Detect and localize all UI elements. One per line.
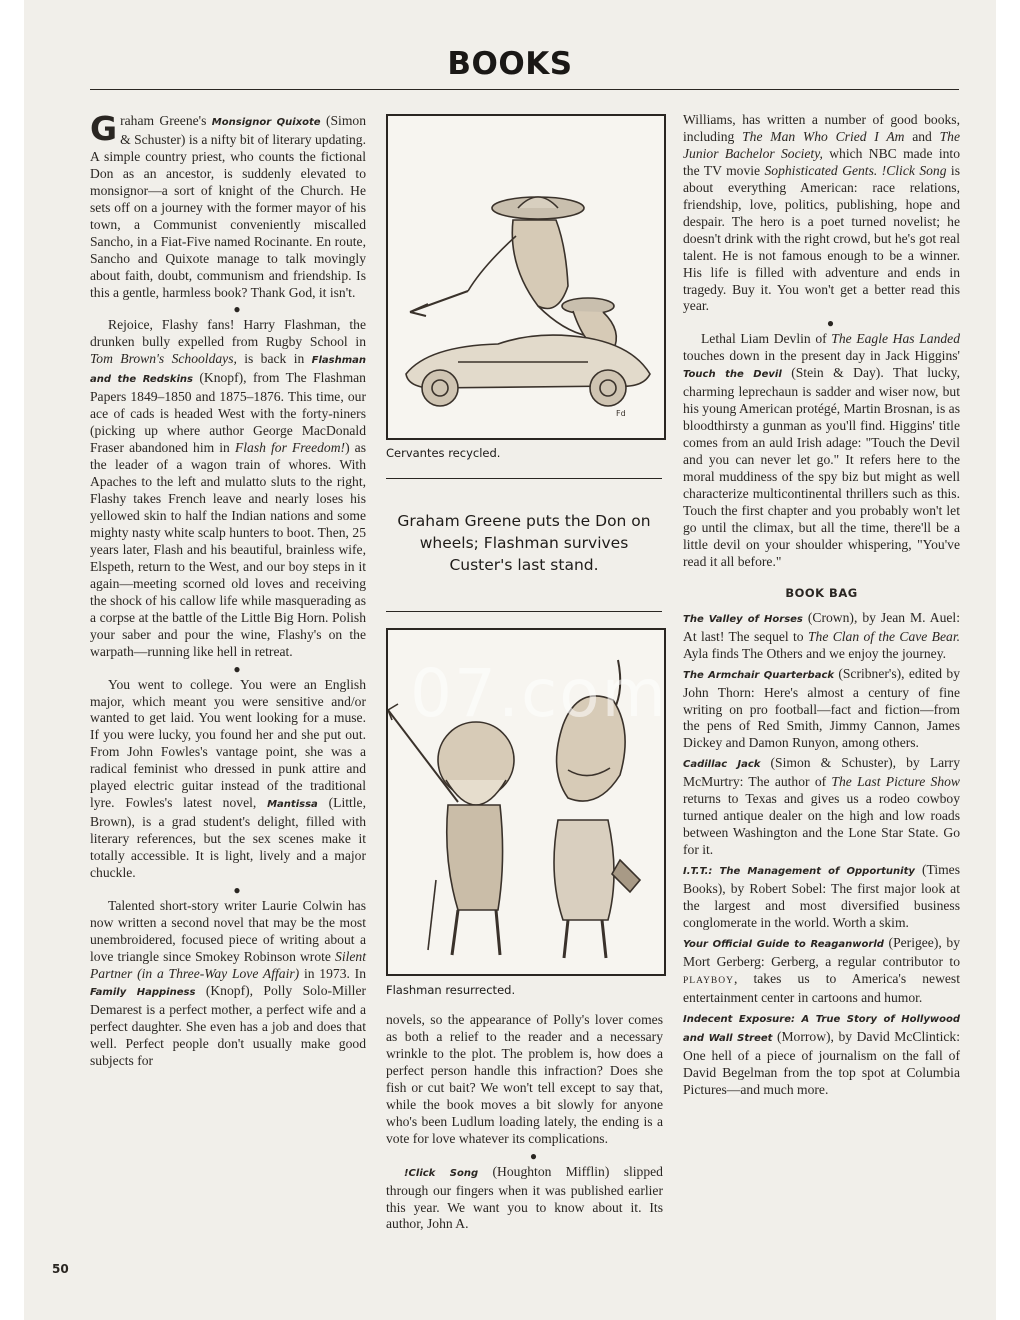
figure-caption: Flashman resurrected. <box>386 983 516 997</box>
divider-rule <box>386 611 662 612</box>
column-1 <box>90 109 367 1070</box>
bullet-separator: ● <box>233 302 241 317</box>
artist-signature: Fd <box>616 409 626 418</box>
header-rule <box>90 89 959 90</box>
drop-cap: G <box>90 109 118 148</box>
book-title: Flashman and the Redskins <box>90 355 366 386</box>
book-title: Touch the Devil <box>683 369 782 381</box>
review-family-happiness: Talented short-story writer Laurie Colwin has now written a second novel that may be the most unembroidered, focused piece of writing about a love triangle since Smokey Robinson wrote Silent Partner (in a Three-Way Love Affair) in 1973. In Family Happiness (Knopf), Polly Solo-Miller Demarest is a perfect mother, a perfect wife and a perfect daughter. She even has a job and does that well. Perfect people don't usually make good subjects for <box>90 897 367 1068</box>
book-bag-list <box>683 610 960 1099</box>
book-bag-item: I.T.T.: The Management of Opportunity (Times Books), by Robert Sobel: The first major look at the largest and most diversified business conglomerate in the world. Worth a skim. <box>683 862 960 930</box>
book-bag-item: Cadillac Jack (Simon & Schuster), by Larry McMurtry: The author of The Last Picture Show returns to Texas and gives us a rodeo cowboy turned antique dealer on the high and low roads between Washington and the Lone Star State. Go for it. <box>683 755 961 858</box>
page-number: 50 <box>52 1262 69 1276</box>
bullet-separator: ● <box>529 1148 538 1163</box>
divider-rule <box>386 478 662 479</box>
bullet-separator: ● <box>233 661 241 676</box>
book-title: Monsignor Quixote <box>211 117 321 128</box>
column-3 <box>683 112 960 1101</box>
watermark: 07.com <box>410 655 668 732</box>
review-monsignor-quixote: Graham Greene's Monsignor Quixote (Simon & Schuster) is a nifty bit of literary updating. A simple country priest, who counts the fictional Don as an ancestor, is suddenly elevated to monsignor—a sort of knight of the Church. He sets off on a journey with the former mayor of his town, a Communist conveniently miscalled Sancho, in a Fiat-Five named Rocinante. En route, Sancho and Quixote manage to talk movingly about faith, doubt, communism and friendship. Is this a gentle, harmless book? Thank God, it isn't. <box>90 109 366 300</box>
illustration-quixote-car <box>386 114 666 440</box>
review-click-song: !Click Song (Houghton Mifflin) slipped through our fingers when it was published earlier this year. We want you to know about it. Its author, John A. <box>386 1163 663 1232</box>
book-title: !Click Song <box>404 1167 479 1179</box>
review-family-happiness-cont: novels, so the appearance of Polly's lover comes as both a relief to the reader and a necessary wrinkle to the plot. The problem is, how does a perfect person handle this infraction? Does she fish or cut bait? We won't tell except to say that, while the book moves a bit slowly for anyone who's been Ludlum loading lately, the ending is a vote for love whatever its complications. <box>386 1012 663 1146</box>
review-click-song-cont: Williams, has written a number of good books, including The Man Who Cried I Am and The Junior Bachelor Society, which NBC made into the TV movie Sophisticated Gents. !Click Song is about everything American: race relations, friendship, love, politics, publishing, hope and despair. The hero is a poet turned novelist; he doesn't drink with the right crowd, but he's got real talent. He is not famous enough to be a winner. His life is filled with adventure and ends in tragedy. Buy it. You won't get a better read this year. <box>683 112 961 314</box>
review-touch-the-devil: Lethal Liam Devlin of The Eagle Has Landed touches down in the present day in Jack Higgins' Touch the Devil (Stein & Day). That lucky, charming leprechaun is sadder and wiser now, but his young American protégé, Martin Brosnan, is as bloodthirsty a gunman as you'll find. Higgins' title comes from an auld Irish adage: "Touch the Devil and you can never let go." It refers here to the moral muddiness of the spy biz but might as well characterize multicontinental thrillers such as this. Touch the first chapter and you probably won't let go until the climax, but all the time, there'll be a little devil on your shoulder whispering, "You've read it all before." <box>683 331 960 569</box>
book-bag-item: Your Official Guide to Reaganworld (Perigee), by Mort Gerberg: Gerberg, a regular contributor to PLAYBOY, takes us to America's newest entertainment center in cartoons and humor. <box>683 934 960 1005</box>
figure-caption: Cervantes recycled. <box>386 446 501 460</box>
section-title: BOOKS <box>447 46 573 82</box>
book-bag-item: Indecent Exposure: A True Story of Hollywood and Wall Street (Morrow), by David McClintick: One hell of a piece of journalism on the fall of David Begelman from the top spot at Columbia Pictures—and much more. <box>683 1013 960 1097</box>
book-bag-item: The Valley of Horses (Crown), by Jean M. Auel: At last! The sequel to The Clan of the Cave Bear. Ayla finds The Others and we enjoy the journey. <box>683 609 960 661</box>
book-bag-item: The Armchair Quarterback (Scribner's), edited by John Thorn: Here's almost a century of fine writing on pro football—fact and fiction—from the pens of Red Smith, Jimmy Cannon, James Dickey and Damon Runyon, among others. <box>683 665 960 751</box>
book-title: Mantissa <box>267 799 318 811</box>
book-title: Family Happiness <box>90 986 196 998</box>
book-bag-heading: BOOK BAG <box>785 585 858 600</box>
column-2 <box>386 1012 663 1233</box>
review-flashman: Rejoice, Flashy fans! Harry Flashman, the drunken bully expelled from Rugby School in Tom Brown's Schooldays, is back in Flashman and the Redskins (Knopf), from The Flashman Papers 1849–1850 and 1875–1876. This time, our ace of cads is headed West with the forty-niners (picking up where author George MacDonald Fraser abandoned him in Flash for Freedom!) as the leader of a wagon train of whores. With Apaches to the left and mulatto sluts to the right, Flashy takes French leave and nearly loses his yellowed skin to half the Indian nations and some mighty nasty white scalp hunters to boot. Then, 25 years later, Flash and his beautiful, brainless wife, Elspeth, return to the West, and our boy steps in it again—meeting scorned old loves and receiving the shock of his callow life while masquerading as a corpse at the battle of the Little Big Horn. Polish your saber and pour the wine, Flashy's on the warpath—running like hell in retreat. <box>90 317 367 659</box>
bullet-separator: ● <box>826 316 835 331</box>
pull-quote: Graham Greene puts the Don on wheels; Flashman survives Custer's last stand. <box>397 512 651 574</box>
bullet-separator: ● <box>233 882 241 897</box>
review-mantissa: You went to college. You were an English major, which meant you were sensitive and/or wanted to get laid. You went looking for a muse. If you were lucky, you found her and she put out. From John Fowles's vantage point, she was a radical feminist who dressed in punk attire and played electric guitar instead of the traditional lyre. Fowles's latest novel, Mantissa (Little, Brown), is a grad student's delight, filled with literary references, but the sex scenes make it totally accessible. It is light, lively and a major chuckle. <box>90 676 366 881</box>
